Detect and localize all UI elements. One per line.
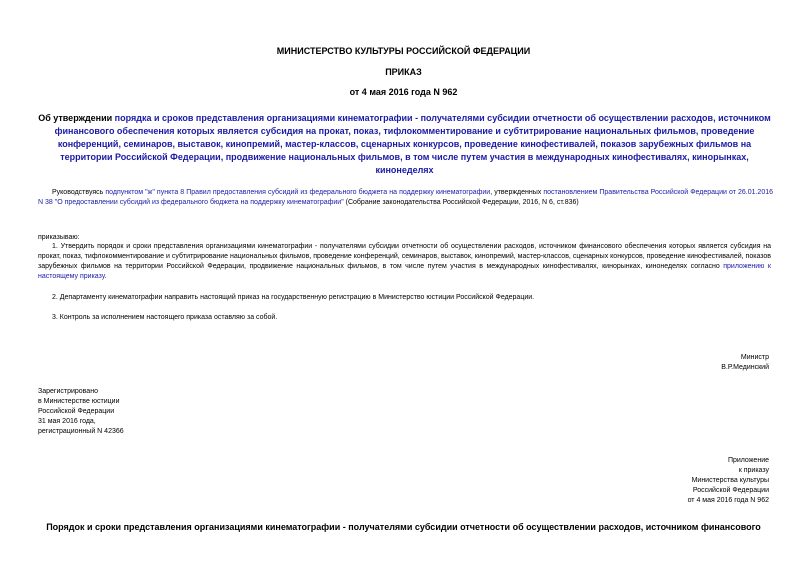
appendix-line: Российской Федерации: [692, 487, 769, 494]
basis-text-2: , утвержденных: [490, 189, 544, 196]
appendix-line: от 4 мая 2016 года N 962: [687, 497, 769, 504]
appendix-line: Министерства культуры: [691, 477, 769, 484]
minister-position: Министр: [740, 354, 769, 361]
registration-line: 31 мая 2016 года,: [38, 418, 96, 425]
basis-text-3: (Собрание законодательства Российской Федерации, 2016, N 6, ст.836): [343, 199, 579, 206]
appendix-line: Приложение: [727, 457, 769, 464]
registration-line: Российской Федерации: [38, 408, 115, 415]
doc-date-number: от 4 мая 2016 года N 962: [349, 87, 458, 97]
minister-signature: [721, 353, 769, 373]
order-title: [38, 112, 771, 177]
title-link[interactable]: порядка и сроков представления организациями кинематографии - получателями субсидии отчетности об осуществлении расходов, источником финансового обеспечения которых является субсидия на прокат, показ, тифлокомментирование и субтитрирование национальных фильмов, проведение конференций, семинаров, выставок, кинопремий, мастер-классов, сценарных конкурсов, проведение кинофестивалей, показов зарубежных фильмов на территории Российской Федерации, продвижение национальных фильмов, в том числе путем участия в международных кинофестивалях, кинорынках, кинонеделях: [54, 113, 771, 175]
order-directive: приказываю:: [38, 234, 80, 241]
basis-link-resolution[interactable]: постановлением Правительства Российской Федерации от 26.01.2016 N 38 "О предоставлении субсидий из федерального бюджета на поддержку кинематографии": [38, 189, 774, 206]
title-prefix: Об утверждении: [38, 113, 115, 123]
registration-line: регистрационный N 42366: [38, 428, 124, 435]
appendix-line: к приказу: [738, 467, 769, 474]
registration-line: Зарегистрировано: [38, 388, 98, 395]
legal-basis-paragraph: [38, 188, 773, 208]
ministry-heading: МИНИСТЕРСТВО КУЛЬТУРЫ РОССИЙСКОЙ ФЕДЕРАЦИИ: [276, 46, 531, 56]
paragraph-1-text: 1. Утвердить порядок и сроки представления организациями кинематографии - получателями субсидии отчетности об осуществлении расходов, источником финансового обеспечения которых является субсидия на прокат, показ, тифлокомментирование и субтитрирование национальных фильмов, проведение конференций, семинаров, выставок, кинопремий, мастер-классов, сценарных конкурсов, проведение кинофестивалей, показов зарубежных фильмов на территории Российской Федерации, продвижение национальных фильмов, в том числе путем участия в международных кинофестивалях, кинорынках, кинонеделях согласно: [38, 243, 771, 270]
appendix-title: Порядок и сроки представления организациями кинематографии - получателями субсидии отчетности об осуществлении расходов, источником финансового: [46, 522, 761, 532]
paragraph-1: [38, 242, 771, 282]
doc-type-heading: ПРИКАЗ: [385, 67, 422, 77]
registration-block: [38, 387, 124, 437]
paragraph-1-end: .: [104, 273, 107, 280]
minister-name: В.Р.Мединский: [721, 364, 769, 371]
appendix-header: [688, 456, 769, 506]
basis-text-1: Руководствуясь: [52, 189, 106, 196]
appendix-link[interactable]: приложению к настоящему приказу: [38, 263, 771, 280]
paragraph-3: 3. Контроль за исполнением настоящего приказа оставляю за собой.: [52, 314, 278, 321]
registration-line: в Министерстве юстиции: [38, 398, 120, 405]
basis-link-rules[interactable]: подпунктом "ж" пункта 8 Правил предоставления субсидий из федерального бюджета на поддержку кинематографии: [105, 189, 491, 196]
paragraph-2: 2. Департаменту кинематографии направить настоящий приказ на государственную регистрацию в Министерство юстиции Российской Федерации.: [52, 294, 535, 301]
